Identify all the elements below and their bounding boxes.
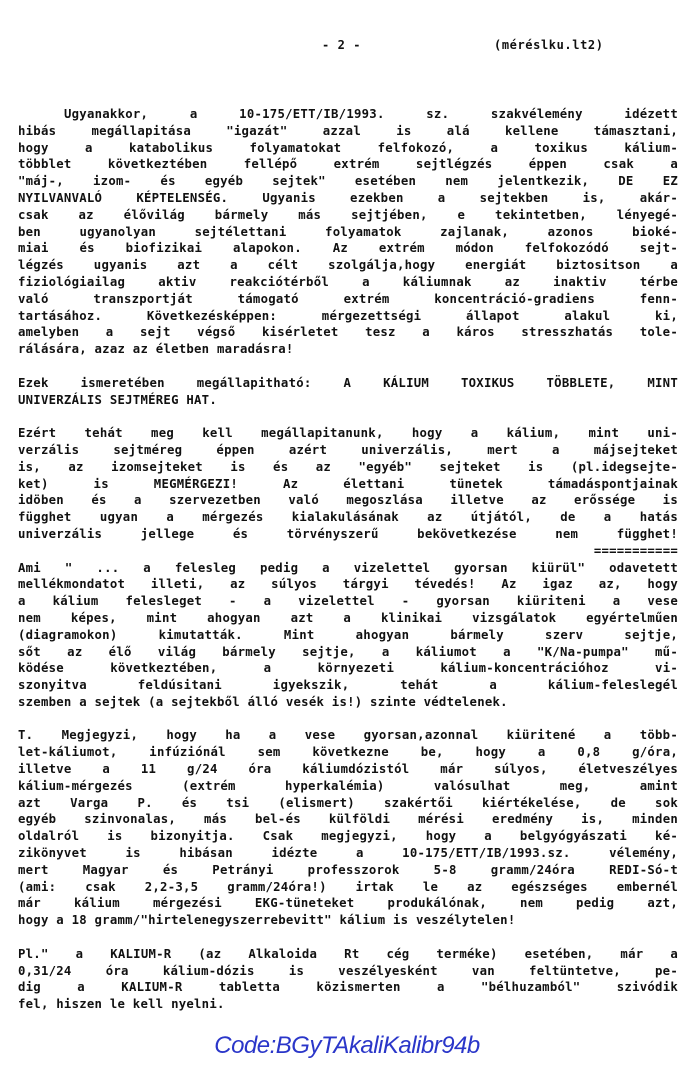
paragraph-2 [18,375,678,409]
text-line: a kálium felesleget - a vizelettel - gyorsan kiüriteni a vese [18,594,678,609]
text-line: már kálium mérgezési EKG-tüneteket produkálónak, nem pedig azt, [18,896,678,911]
text-line: Ami " ... a felesleg pedig a vizelettel gyorsan kiürül" odavetett [18,560,678,575]
text-line: Ezek ismeretében megállapitható: A KÁLIUM TOXIKUS TÖBBLETE, MINT [18,375,678,390]
text-line: légzés ugyanis azt a célt szolgálja,hogy energiát biztositson a [18,258,678,273]
page-header [0,38,694,58]
text-line: amelyben a sejt végső kisérletet tesz a káros stresszhatás tole- [18,325,678,340]
text-line: "máj-, izom- és egyéb sejtek" esetében nem jelentkezik, DE EZ [18,174,678,189]
text-line: azt Varga P. és tsi (elismert) szakértői kiértékelése, de sok [18,795,678,810]
document-body [18,106,678,1030]
text-line: hogy a katabolikus folyamatokat felfokozó, a toxikus kálium- [18,140,678,155]
text-line: mellékmondatot illeti, az súlyos tárgyi tévedés! Az igaz az, hogy [18,577,678,592]
text-line: kálium-mérgezés (extrém hyperkalémia) valósulhat meg, amint [18,778,678,793]
text-line: ket) is MEGMÉRGEZI! Az élettani tünetek támadáspontjainak [18,476,678,491]
text-line: szonyitva feldúsitani igyekszik, tehát a kálium-feleslegél [18,678,678,693]
text-line: ben ugyanolyan sejtélettani folyamatok zajlanak, azonos bioké- [18,224,678,239]
text-line: Ugyanakkor, a 10-175/ETT/IB/1993. sz. szakvélemény idézett [64,107,678,121]
text-line: is, az izomsejteket is és az "egyéb" sejteket is (pl.idegsejte- [18,459,678,474]
text-line: miai és biofizikai alapokon. Az extrém módon felfokozódó sejt- [18,241,678,256]
text-line: csak az élővilág bármely más sejtjében, e tekintetben, lényegé- [18,207,678,222]
text-line: fel, hiszen le kell nyelni. [18,997,225,1012]
paragraph-3 [18,425,678,559]
text-line: idöben és a szervezetben való megoszlása illetve az erőssége is [18,493,678,508]
text-line: dig a KALIUM-R tabletta közismerten a "bélhuzamból" szivódik [18,980,678,995]
text-line: oldalról is bizonyitja. Csak megjegyzi, hogy a belgyógyászati ké- [18,829,678,844]
text-line: (ami: csak 2,2-3,5 gramm/24óra!) irtak le az egészséges embernél [18,879,678,894]
paragraph-6 [18,946,678,1013]
document-filename: (méréslku.lt2) [494,38,604,52]
text-line: ködése következtében, a környezeti kálium-koncentrációhoz vi- [18,661,678,676]
text-line: rálására, azaz az életben maradásra! [18,342,294,357]
text-line: tartásához. Következésképpen: mérgezettségi állapot alakul ki, [18,308,678,323]
page-number: - 2 - [322,38,362,52]
text-line: 0,31/24 óra kálium-dózis is veszélyesként van feltüntetve, pe- [18,963,678,978]
text-line: verzális sejtméreg éppen azért univerzális, mert a májsejteket [18,442,678,457]
document-code-watermark: Code:BGyTAkaliKalibr94b [214,1032,480,1059]
text-line: UNIVERZÁLIS SEJTMÉREG HAT. [18,392,217,407]
text-line: függhet ugyan a mérgezés kialakulásának az útjától, de a hatás [18,510,678,525]
paragraph-4 [18,560,678,711]
text-line: nem képes, mint ahogyan azt a klinikai vizsgálatok egyértelműen [18,610,678,625]
text-line: zikönyvet is hibásan idézte a 10-175/ETT/IB/1993.sz. vélemény, [18,846,678,861]
text-line: való transzportját támogató extrém koncentráció-gradiens fenn- [18,291,678,306]
text-line: let-káliumot, infúziónál sem következne be, hogy a 0,8 g/óra, [18,745,678,760]
text-line: NYILVANVALÓ KÉPTELENSÉG. Ugyanis ezekben a sejtekben is, akár- [18,190,678,205]
text-line: sőt az élő világ bármely sejtje, a káliumot a "K/Na-pumpa" mű- [18,644,678,659]
text-line: illetve a 11 g/24 óra káliumdózistól már súlyos, életveszélyes [18,762,678,777]
text-line: Pl." a KALIUM-R (az Alkaloida Rt cég terméke) esetében, már a [18,946,678,961]
text-line: Ezért tehát meg kell megállapitanunk, hogy a kálium, mint uni- [18,426,678,441]
paragraph-5 [18,727,678,929]
text-line: hibás megállapitása "igazát" azzal is alá kellene támasztani, [18,123,678,138]
underline-separator: =========== [593,543,678,558]
text-line: univerzális jellege és törvényszerű bekövetkezése nem függhet! [18,526,678,541]
text-line: fiziológiailag aktiv reakciótérből a káliumnak az inaktiv térbe [18,274,678,289]
text-line: (diagramokon) kimutatták. Mint ahogyan bármely szerv sejtje, [18,627,678,642]
text-line: T. Megjegyzi, hogy ha a vese gyorsan,azonnal kiüritené a több- [18,728,678,743]
text-line: szemben a sejtek (a sejtekből álló vesék is!) szinte védtelenek. [18,694,508,709]
text-line: mert Magyar és Petrányi professzorok 5-8 gramm/24óra REDI-Só-t [18,862,678,877]
text-line: hogy a 18 gramm/"hirtelenegyszerrebevitt" kálium is veszélytelen! [18,913,516,928]
paragraph-1 [18,106,678,358]
text-line: egyéb szinvonalas, más bel-és külföldi mérési eredmény is, minden [18,812,678,827]
text-line: többlet következtében fellépő extrém sejtlégzés éppen csak a [18,157,678,172]
